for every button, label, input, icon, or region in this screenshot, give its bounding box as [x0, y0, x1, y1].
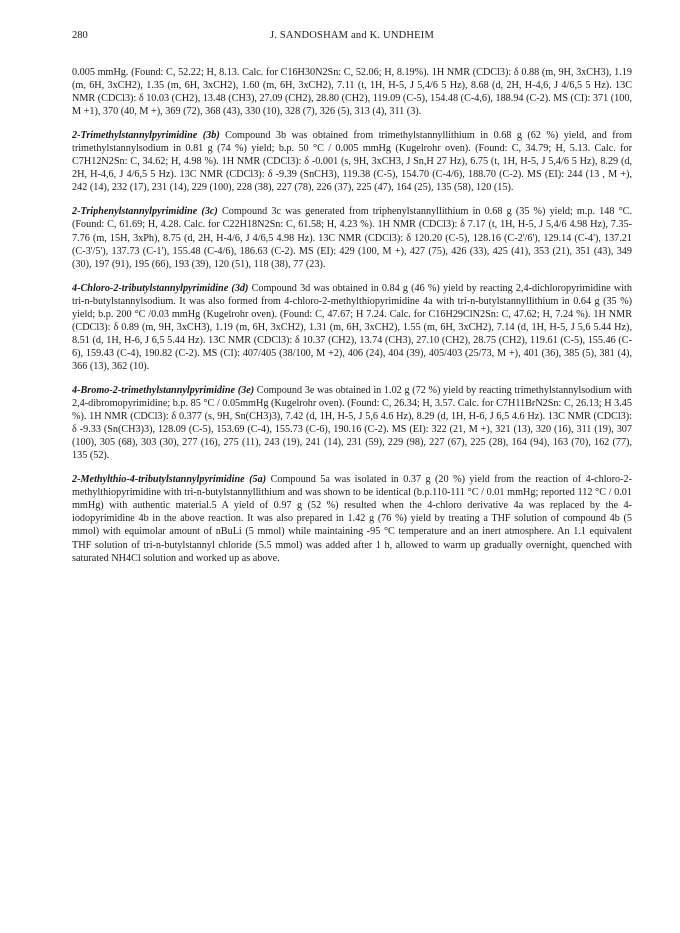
paragraph-5a: [72, 473, 632, 564]
compound-title: 2-Methylthio-4-tributylstannylpyrimidine: [72, 474, 245, 486]
paragraph-text: Compound 3b was obtained from trimethylstannyllithium in 0.68 g (62 %) yield, and from trimethylstannylsodium in 0.81 g (74 %) yield; b.p. 50 °C / 0.005 mmHg (Kugelrohr oven). (Found: C, 34.79; H, 5.13. Calc. for C7H12N2Sn: C, 34.62; H, 4.98 %). 1H NMR (CDCl3): δ -0.001 (s, 9H, 3xCH3, J Sn,H 27 Hz), 6.75 (t, 1H, H-5, J 5,4/6 5 Hz), 8.29 (d, 2H, H-4,6, J 4/6,5 5 Hz). 13C NMR (CDCl3): δ -9.39 (SnCH3), 119.38 (C-5), 154.70 (C-4/6), 188.70 (C-2). MS (EI): 244 (13 , M +), 242 (14), 232 (17), 231 (14), 229 (100), 228 (38), 227 (78), 226 (37), 225 (47), 164 (25), 135 (58), 120 (15).: [72, 130, 633, 194]
paragraph-text: Compound 5a was isolated in 0.37 g (20 %) yield from the reaction of 4-chloro-2-methylthiopyrimidine with tri-n-butylstannyllithium and was shown to be identical (b.p.110-111 °C / 0.01 mmHg; reported 112 °C / 0.01 mmHg) with authentic material.5 A yield of 0.97 g (52 %) resulted when the 4-chloro derivative 4a was replaced by the 4-iodopyrimidine 4b in the above reaction. It was also prepared in 1.42 g (76 %) yield by treating a THF solution of compound 4b (5 mmol) with equimolar amount of nBuLi (5 mmol) while maintaining -95 °C temperature and an inert atmosphere. An 1.1 equivalent THF solution of tri-n-butylstannyl chloride (5.5 mmol) was added after 1 h, allowed to warm up gradually overnight, quenched with saturated NH4Cl solution and worked up as above.: [72, 474, 633, 564]
page-number: 280: [72, 30, 88, 41]
paragraph-3a-data: [72, 66, 632, 118]
compound-title: 4-Chloro-2-tributylstannylpyrimidine: [72, 282, 229, 294]
paragraph-text: Compound 3c was generated from triphenylstannyllithium in 0.68 g (35 %) yield; m.p. 148 °C. (Found: C, 61.69; H, 4.28. Calc. for C22H18N2Sn: C, 61.58; H, 4.23 %). 1H NMR (CDCl3): δ 7.17 (t, 1H, H-5, J 5,4/6 4.98 Hz), 7.35-7.76 (m, 15H, 3xPh), 8.75 (d, 2H, H-4/6, J 4/6,5 4.98 Hz). 13C NMR (CDCl3): δ 120.20 (C-5), 128.16 (C-2'/6'), 129.14 (C-4'), 137.21 (C-3'/5'), 137.73 (C-1'), 155.48 (C-4/6), 186.63 (C-2). MS (EI): 429 (100, M +), 427 (75), 426 (33), 425 (41), 353 (21), 351 (43), 349 (30), 197 (91), 195 (66), 193 (39), 120 (51), 118 (38), 77 (23).: [72, 206, 633, 270]
paragraph-3d: [72, 282, 632, 373]
paragraph-3e: [72, 384, 632, 462]
body-text: [72, 66, 632, 576]
paragraph-3c: [72, 205, 632, 270]
compound-label: (3c): [201, 206, 218, 218]
paragraph-text: 0.005 mmHg. (Found: C, 52.22; H, 8.13. Calc. for C16H30N2Sn: C, 52.06; H, 8.19%). 1H NMR (CDCl3): δ 0.88 (m, 9H, 3xCH3), 1.19 (m, 6H, 3xCH2), 1.35 (m, 6H, 3xCH2), 1.60 (m, 6H, 3xCH2), 7.11 (t, 1H, H-5, J 5,4/6 5 Hz), 8.68 (d, 2H, H-4,6, J 4/6,5 5 Hz). 13C NMR (CDCl3): δ 10.03 (CH2), 13.48 (CH3), 27.09 (CH2), 28.80 (CH2), 119.09 (C-5), 154.48 (C-4,6), 188.94 (C-2). MS (CI): 371 (100, M +1), 370 (40, M +), 369 (72), 368 (43), 330 (10), 328 (7), 326 (5), 313 (4), 311 (3).: [72, 67, 632, 118]
compound-title: 2-Triphenylstannylpyrimidine: [72, 206, 198, 218]
compound-title: 4-Bromo-2-trimethylstannylpyrimidine: [72, 384, 236, 396]
compound-label: (3d): [231, 282, 249, 294]
compound-label: (5a): [249, 474, 267, 486]
paragraph-text: Compound 3e was obtained in 1.02 g (72 %) yield by reacting trimethylstannylsodium with 2,4-dibromopyrimidine; b.p. 85 °C / 0.05mmHg (Kugelrohr oven). (Found: C, 26.34; H, 3.57. Calc. for C7H11BrN2Sn: C, 26.13; H 3.45 %). 1H NMR (CDCl3): δ 0.377 (s, 9H, Sn(CH3)3), 7.42 (d, 1H, H-5, J 5,6 4.6 Hz), 8.29 (d, 1H, H-6, J 6,5 4.6 Hz). 13C NMR (CDCl3): δ -9.33 (Sn(CH3)3), 128.09 (C-5), 153.69 (C-4), 155.73 (C-6), 190.16 (C-2). MS (EI): 322 (21, M +), 321 (13), 320 (16), 311 (19), 307 (100), 305 (68), 303 (30), 277 (16), 275 (11), 243 (19), 241 (14), 231 (59), 229 (98), 227 (67), 225 (28), 164 (94), 163 (70), 162 (77), 135 (52).: [72, 384, 633, 462]
running-head: J. SANDOSHAM and K. UNDHEIM: [269, 30, 435, 41]
paragraph-3b: [72, 129, 632, 194]
compound-label: (3b): [202, 130, 220, 142]
compound-title: 2-Trimethylstannylpyrimidine: [72, 130, 198, 142]
compound-label: (3e): [237, 384, 255, 396]
page-header: [72, 30, 632, 46]
paragraph-text: Compound 3d was obtained in 0.84 g (46 %) yield by reacting 2,4-dichloropyrimidine with tri-n-butylstannylsodium. It was also formed from 4-chloro-2-methylthiopyrimidine 4a with tri-n-butylstannyllithium in 0.64 g (35 %) yield; b.p. 200 °C /0.03 mmHg (Kugelrohr oven). (Found: C, 47.67; H 7.24. Calc. for C16H29ClN2Sn: C, 47.62; H, 7.24 %). 1H NMR (CDCl3): δ 0.89 (m, 9H, 3xCH3), 1.19 (m, 6H, 3xCH2), 1.31 (m, 6H, 3xCH2), 1.55 (m, 6H, 3xCH2), 7.14 (d, 1H, H-5, J 5,6 5.44 Hz), 8.51 (d, 1H, H-6, J 6,5 5.44 Hz). 13C NMR (CDCl3): δ 10.37 (CH2), 13.74 (CH3), 27.10 (CH2), 28.75 (CH2), 119.61 (C-5), 155.46 (C-6), 159.43 (C-4), 190.82 (C-2). MS (CI): 407/405 (38/100, M +2), 406 (24), 404 (39), 405/403 (25/73, M +), 401 (36), 385 (5), 381 (4), 366 (13), 362 (10).: [72, 282, 632, 372]
